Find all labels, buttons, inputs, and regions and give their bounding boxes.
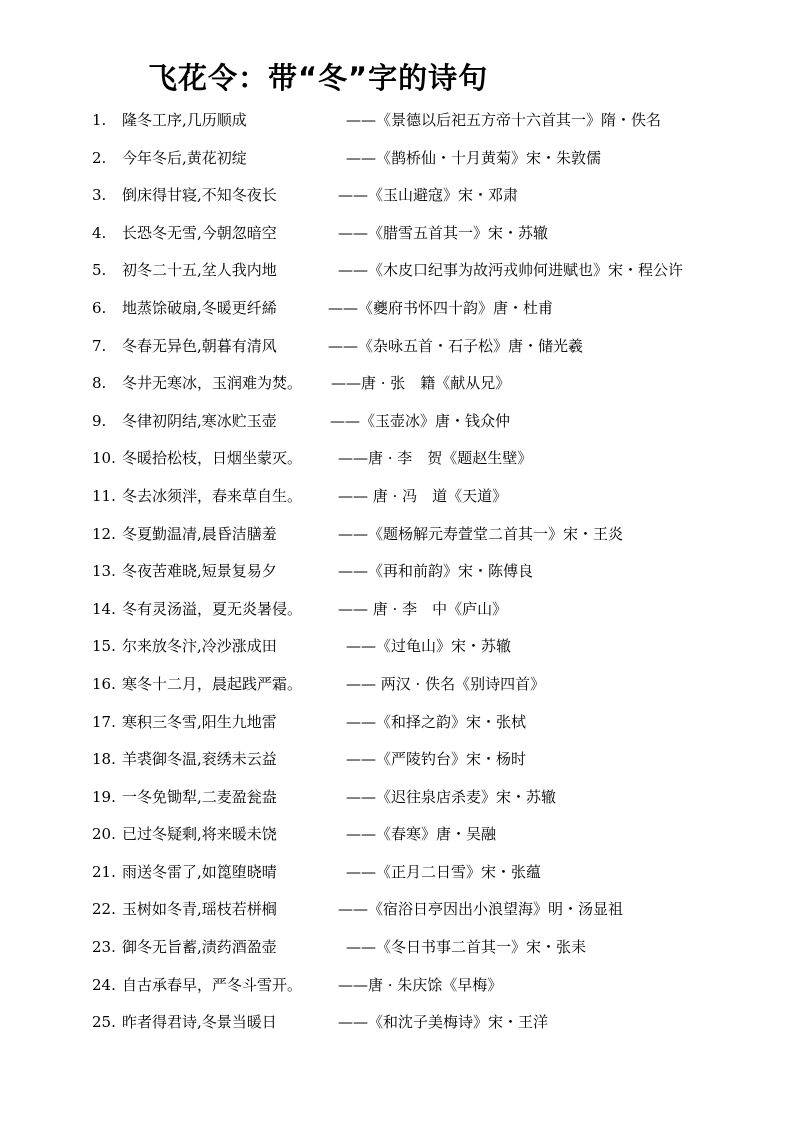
list-item: [92, 370, 792, 408]
list-item: [92, 107, 792, 145]
verse-source: ——《玉山避寇》宋・邓肃: [338, 186, 519, 205]
item-number: 13.: [92, 562, 116, 581]
item-number: 4.: [92, 223, 107, 242]
verse-text: 冬春无异色,朝暮有清风: [122, 336, 277, 355]
verse-source: ——《鹊桥仙・十月黄菊》宋・朱敦儒: [346, 148, 602, 167]
verse-source: ——《宿浴日亭因出小浪望海》明・汤显祖: [338, 900, 624, 919]
item-number: 8.: [92, 374, 107, 393]
item-number: 15.: [92, 637, 116, 656]
verse-text: 冬去冰须泮，春来草自生。: [122, 486, 303, 505]
list-item: [92, 333, 792, 371]
item-number: 14.: [92, 599, 116, 618]
verse-source: ——《严陵钓台》宋・杨时: [346, 750, 527, 769]
verse-text: 倒床得甘寝,不知冬夜长: [122, 186, 277, 205]
verse-text: 冬律初阴结,寒冰贮玉壶: [122, 411, 277, 430]
item-number: 21.: [92, 862, 116, 881]
verse-text: 冬暖拾松枝，日烟坐蒙灭。: [122, 449, 303, 468]
verse-source: ——《玉壶冰》唐・钱众仲: [330, 411, 511, 430]
list-item: [92, 972, 792, 1010]
list-item: [92, 521, 792, 559]
list-item: [92, 671, 792, 709]
verse-text: 尔来放冬汴,冷沙涨成田: [122, 637, 277, 656]
list-item: [92, 558, 792, 596]
verse-text: 昨者得君诗,冬景当暖日: [122, 1013, 277, 1032]
verse-text: 地蒸馀破扇,冬暖更纤絺: [122, 298, 277, 317]
verse-source: ——唐 · 朱庆馀《早梅》: [338, 975, 503, 994]
item-number: 5.: [92, 261, 107, 280]
verse-source: —— 唐 · 冯 道《天道》: [338, 486, 508, 505]
list-item: [92, 746, 792, 784]
item-number: 10.: [92, 449, 116, 468]
verse-source: ——《和沈子美梅诗》宋・王洋: [338, 1013, 549, 1032]
list-item: [92, 445, 792, 483]
verse-source: ——《过龟山》宋・苏辙: [346, 637, 512, 656]
item-number: 7.: [92, 336, 107, 355]
item-number: 18.: [92, 750, 116, 769]
item-number: 2.: [92, 148, 107, 167]
verse-source: ——《腊雪五首其一》宋・苏辙: [338, 223, 549, 242]
verse-source: ——《冬日书事二首其一》宋・张耒: [346, 938, 587, 957]
verse-text: 初冬二十五,坌人我内地: [122, 261, 277, 280]
verse-text: 雨送冬雷了,如箆堕晓晴: [122, 862, 277, 881]
list-item: [92, 709, 792, 747]
item-number: 20.: [92, 825, 116, 844]
list-item: [92, 934, 792, 972]
list-item: [92, 633, 792, 671]
list-item: [92, 145, 792, 183]
list-item: [92, 859, 792, 897]
verse-source: ——《正月二日雪》宋・张蕴: [346, 862, 542, 881]
verse-text: 寒积三冬雪,阳生九地雷: [122, 712, 277, 731]
item-number: 25.: [92, 1013, 116, 1032]
verse-source: ——《夔府书怀四十韵》唐・杜甫: [328, 298, 554, 317]
item-number: 1.: [92, 111, 107, 129]
item-number: 17.: [92, 712, 116, 731]
verse-source: ——《和择之韵》宋・张栻: [346, 712, 527, 731]
item-number: 23.: [92, 938, 116, 957]
item-number: 12.: [92, 524, 116, 543]
list-item: [92, 483, 792, 521]
verse-text: 隆冬工序,几历顺成: [122, 111, 247, 129]
item-number: 9.: [92, 411, 107, 430]
list-item: [92, 1009, 792, 1047]
verse-text: 长恐冬无雪,今朝忽暗空: [122, 223, 277, 242]
item-number: 24.: [92, 975, 116, 994]
verse-text: 御冬无旨蓄,渍药酒盈壶: [122, 938, 277, 957]
verse-text: 冬有灵汤溢，夏无炎暑侵。: [122, 599, 303, 618]
verse-text: 冬夜苦难晓,短景复易夕: [122, 562, 277, 581]
verse-text: 冬夏勤温凊,晨昏洁膳羞: [122, 524, 277, 543]
verse-text: 自古承春早，严冬斗雪开。: [122, 975, 303, 994]
list-item: [92, 295, 792, 333]
verse-source: ——《春寒》唐・吴融: [346, 825, 497, 844]
verse-text: 玉树如冬青,瑶枝若栟榈: [122, 900, 277, 919]
verse-source: —— 两汉 · 佚名《别诗四首》: [346, 674, 546, 693]
verse-text: 已过冬疑剩,将来暖未饶: [122, 825, 277, 844]
list-item: [92, 257, 792, 295]
item-number: 3.: [92, 186, 107, 205]
verse-source: ——《木皮口纪事为故沔戎帅何进赋也》宋・程公许: [338, 261, 684, 280]
list-item: [92, 408, 792, 446]
list-item: [92, 220, 792, 258]
verse-source: —— 唐 · 李 中《庐山》: [338, 599, 508, 618]
verse-source: ——《再和前韵》宋・陈傅良: [338, 562, 534, 581]
item-number: 11.: [92, 486, 116, 505]
verse-text: 一冬免锄犁,二麦盈瓮盎: [122, 787, 277, 806]
verse-text: 今年冬后,黄花初绽: [122, 148, 247, 167]
verse-source: ——唐 · 李 贺《题赵生壁》: [338, 449, 533, 468]
verse-source: ——唐 · 张 籍《献从兄》: [331, 374, 511, 393]
list-item: [92, 821, 792, 859]
verse-source: ——《景德以后祀五方帝十六首其一》隋・佚名: [346, 111, 662, 129]
list-item: [92, 596, 792, 634]
list-item: [92, 182, 792, 220]
poem-list: [92, 107, 792, 1047]
list-item: [92, 896, 792, 934]
verse-source: ——《杂咏五首・石子松》唐・储光羲: [328, 336, 584, 355]
verse-source: ——《题杨解元寿萱堂二首其一》宋・王炎: [338, 524, 624, 543]
item-number: 6.: [92, 298, 107, 317]
item-number: 22.: [92, 900, 116, 919]
list-item: [92, 784, 792, 822]
item-number: 19.: [92, 787, 116, 806]
item-number: 16.: [92, 674, 116, 693]
verse-text: 羊裘御冬温,衮绣未云益: [122, 750, 277, 769]
verse-text: 寒冬十二月，晨起践严霜。: [122, 674, 303, 693]
verse-source: ——《迟往泉店杀麦》宋・苏辙: [346, 787, 557, 806]
page-title: 飞花令：带“冬”字的诗句: [148, 61, 489, 95]
verse-text: 冬井无寒冰，玉润难为焚。: [122, 374, 303, 393]
